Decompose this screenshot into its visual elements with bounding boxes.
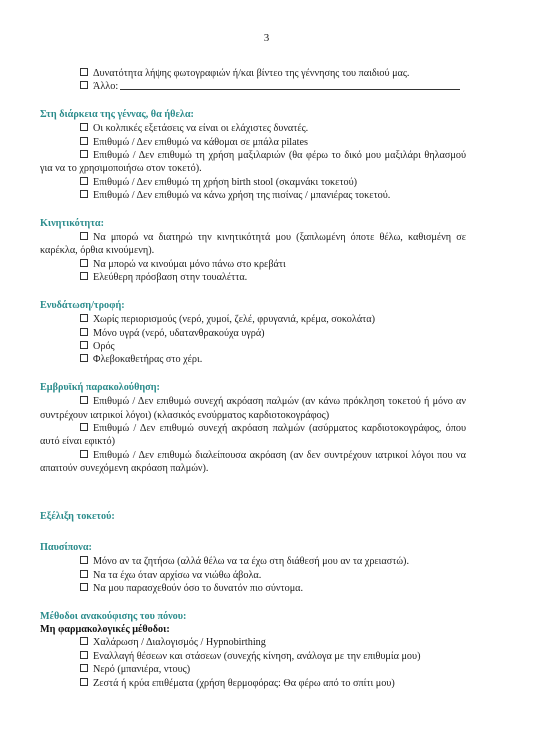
list-item: Μόνο αν τα ζητήσω (αλλά θέλω να τα έχω στη διάθεσή μου αν τα χρειαστώ). <box>40 555 466 568</box>
section-title-pain-relief: Μέθοδοι ανακούφισης του πόνου: <box>40 610 187 622</box>
option-photo-video <box>40 67 466 80</box>
list-item: Μόνο υγρά (νερό, υδατανθρακούχα υγρά) <box>40 327 466 340</box>
list-item: Επιθυμώ / Δεν επιθυμώ συνεχή ακρόαση παλμών (αν κάνω πρόκληση τοκετού ή μόνο αν συντρέχουν ιατρικοί λόγοι) (κλασικός ενσύρματος καρδιοτοκογράφος) <box>40 396 466 421</box>
section-title-mobility: Κινητικότητα: <box>40 217 104 229</box>
checkbox-icon[interactable] <box>80 123 88 131</box>
checkbox-icon[interactable] <box>80 637 88 645</box>
list-item: Οι κολπικές εξετάσεις να είναι οι ελάχιστες δυνατές. <box>40 122 466 135</box>
checkbox-icon[interactable] <box>80 137 88 145</box>
checkbox-icon[interactable] <box>80 150 88 158</box>
list-item: Επιθυμώ / Δεν επιθυμώ να κάθομαι σε μπάλα pilates <box>40 136 466 149</box>
other-label: Άλλο: <box>93 81 119 93</box>
list-item: Επιθυμώ / Δεν επιθυμώ τη χρήση birth stool (σκαμνάκι τοκετού) <box>40 176 466 189</box>
checkbox-icon[interactable] <box>80 651 88 659</box>
checkbox-icon[interactable] <box>80 583 88 591</box>
list-item: Χωρίς περιορισμούς (νερό, χυμοί, ζελέ, φρυγανιά, κρέμα, σοκολάτα) <box>40 313 466 326</box>
list-item: Νερό (μπανιέρα, ντους) <box>40 663 466 676</box>
checkbox-icon[interactable] <box>80 341 88 349</box>
checkbox-icon[interactable] <box>80 556 88 564</box>
list-item: Ορός <box>40 340 466 353</box>
list-item: Φλεβοκαθετήρας στο χέρι. <box>40 353 466 366</box>
section-pain-relief <box>40 636 466 690</box>
option-text: Δυνατότητα λήψης φωτογραφιών ή/και βίντεο της γέννησης του παιδιού μας. <box>93 68 410 79</box>
section-hydration <box>40 313 466 367</box>
list-item: Να μου παρασχεθούν όσο το δυνατόν πιο σύντομα. <box>40 582 466 595</box>
list-item: Χαλάρωση / Διαλογισμός / Hypnobirthing <box>40 636 466 649</box>
checkbox-icon[interactable] <box>80 570 88 578</box>
checkbox-icon[interactable] <box>80 423 88 431</box>
option-other <box>40 80 466 93</box>
list-item: Να μπορώ να κινούμαι μόνο πάνω στο κρεβάτι <box>40 258 466 271</box>
checkbox-icon[interactable] <box>80 81 88 89</box>
list-item: Ελεύθερη πρόσβαση στην τουαλέττα. <box>40 271 466 284</box>
section-title-labor-progress: Εξέλιξη τοκετού: <box>40 510 115 522</box>
list-item: Επιθυμώ / Δεν επιθυμώ διαλείπουσα ακρόαση (αν δεν συντρέχουν ιατρικοί λόγοι που να απαιτούν συνεχόμενη ακρόαση παλμών). <box>40 449 466 475</box>
checkbox-icon[interactable] <box>80 354 88 362</box>
checkbox-icon[interactable] <box>80 664 88 672</box>
other-blank-line[interactable] <box>120 80 460 90</box>
checkbox-icon[interactable] <box>80 259 88 267</box>
list-item: Να τα έχω όταν αρχίσω να νιώθω άβολα. <box>40 569 466 582</box>
page-number: 3 <box>263 32 270 44</box>
checkbox-icon[interactable] <box>80 68 88 76</box>
section-mobility <box>40 231 466 285</box>
section-title-hydration: Ενυδάτωση/τροφή: <box>40 299 125 311</box>
list-item: Επιθυμώ / Δεν επιθυμώ τη χρήση μαξιλαριών (θα φέρω το δικό μου μαξιλάρι θηλασμού για να το χρησιμοποιήσω στον τοκετό). <box>40 150 466 175</box>
section-during-birth <box>40 122 466 202</box>
section-fetal-monitoring <box>40 395 466 475</box>
section-painkillers <box>40 555 466 595</box>
checkbox-icon[interactable] <box>80 450 88 458</box>
checkbox-icon[interactable] <box>80 678 88 686</box>
page-content <box>40 67 466 690</box>
list-item: Επιθυμώ / Δεν επιθυμώ συνεχή ακρόαση παλμών (ασύρματος καρδιοτοκογράφος, όπου αυτό είναι εφικτό) <box>40 422 466 448</box>
list-item: Να μπορώ να διατηρώ την κινητικότητά μου (ξαπλωμένη όποτε θέλω, καθισμένη σε καρέκλα, όρθια κινούμενη). <box>40 232 466 257</box>
section-title-during-birth: Στη διάρκεια της γέννας, θα ήθελα: <box>40 108 194 120</box>
list-item: Επιθυμώ / Δεν επιθυμώ να κάνω χρήση της πισίνας / μπανιέρας τοκετού. <box>40 189 466 202</box>
list-item: Εναλλαγή θέσεων και στάσεων (συνεχής κίνηση, ανάλογα με την επιθυμία μου) <box>40 650 466 663</box>
subtitle-non-pharmacological: Μη φαρμακολογικές μέθοδοι: <box>40 624 170 635</box>
section-title-fetal-monitoring: Εμβρυϊκή παρακολούθηση: <box>40 381 160 393</box>
checkbox-icon[interactable] <box>80 232 88 240</box>
checkbox-icon[interactable] <box>80 272 88 280</box>
checkbox-icon[interactable] <box>80 314 88 322</box>
checkbox-icon[interactable] <box>80 177 88 185</box>
section-title-painkillers: Παυσίπονα: <box>40 541 92 553</box>
checkbox-icon[interactable] <box>80 396 88 404</box>
checkbox-icon[interactable] <box>80 328 88 336</box>
checkbox-icon[interactable] <box>80 190 88 198</box>
list-item: Ζεστά ή κρύα επιθέματα (χρήση θερμοφόρας: Θα φέρω από το σπίτι μου) <box>40 677 466 690</box>
